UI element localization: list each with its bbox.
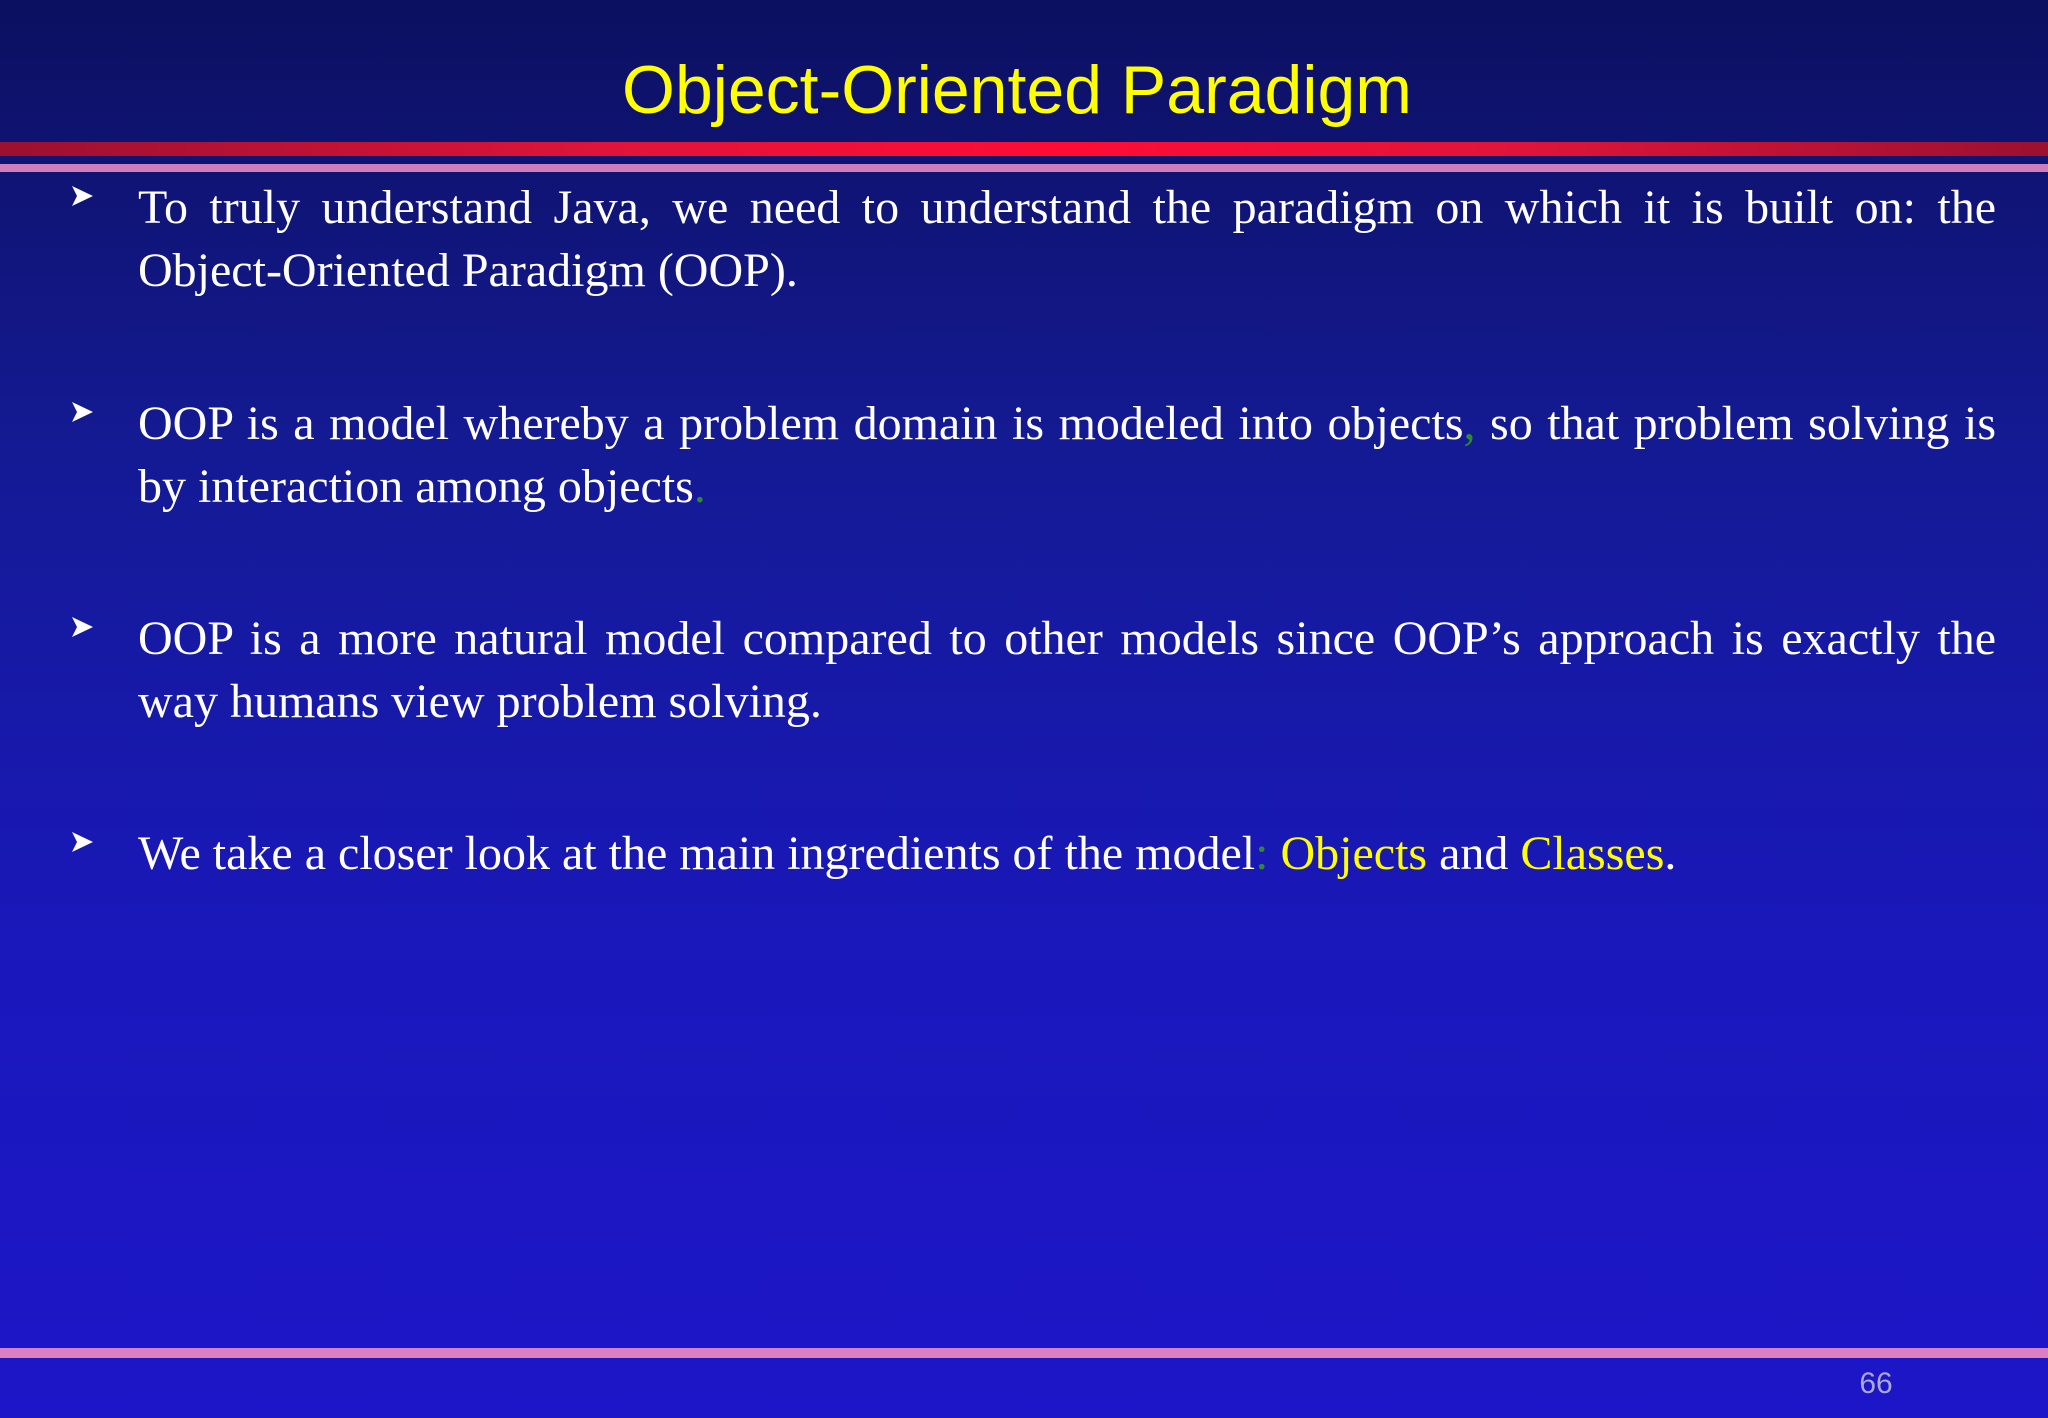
- arrowhead-bullet-icon: [68, 613, 96, 641]
- arrowhead-bullet-icon: [68, 828, 96, 856]
- bullet-text-4: [138, 822, 1996, 885]
- bullet-4-colon: :: [1255, 827, 1269, 880]
- arrowhead-bullet-icon: [68, 398, 96, 426]
- title-underline-red: [0, 142, 2048, 156]
- term-objects: Objects: [1280, 827, 1428, 880]
- footer-rule: [0, 1348, 2048, 1358]
- bullet-2-period: .: [693, 460, 706, 513]
- bullet-text-2: [138, 392, 1996, 518]
- slide-title: Object-Oriented Paradigm: [622, 52, 1412, 128]
- bullet-4-text-b: and: [1427, 827, 1521, 880]
- bullet-2-text-b: so that problem solving is by interaction among objects: [138, 397, 1997, 513]
- arrowhead-bullet-icon: [68, 182, 96, 210]
- bullet-4-period: .: [1664, 827, 1677, 880]
- bullet-2-comma: ,: [1463, 397, 1476, 450]
- bullet-text-3: OOP is a more natural model compared to other models since OOP’s approach is exactly the way humans view problem solving.: [138, 612, 1996, 728]
- bullet-text-1: To truly understand Java, we need to understand the paradigm on which it is built on: the Object-Oriented Paradigm (OOP).: [138, 181, 1996, 297]
- bullet-2-text-a: OOP is a model whereby a problem domain is modeled into objects: [138, 397, 1464, 450]
- page-number: 66: [1859, 1367, 1893, 1400]
- term-classes: Classes: [1520, 827, 1665, 880]
- title-underline-pink: [0, 164, 2048, 172]
- bullet-4-text-a: We take a closer look at the main ingredients of the model: [138, 827, 1256, 880]
